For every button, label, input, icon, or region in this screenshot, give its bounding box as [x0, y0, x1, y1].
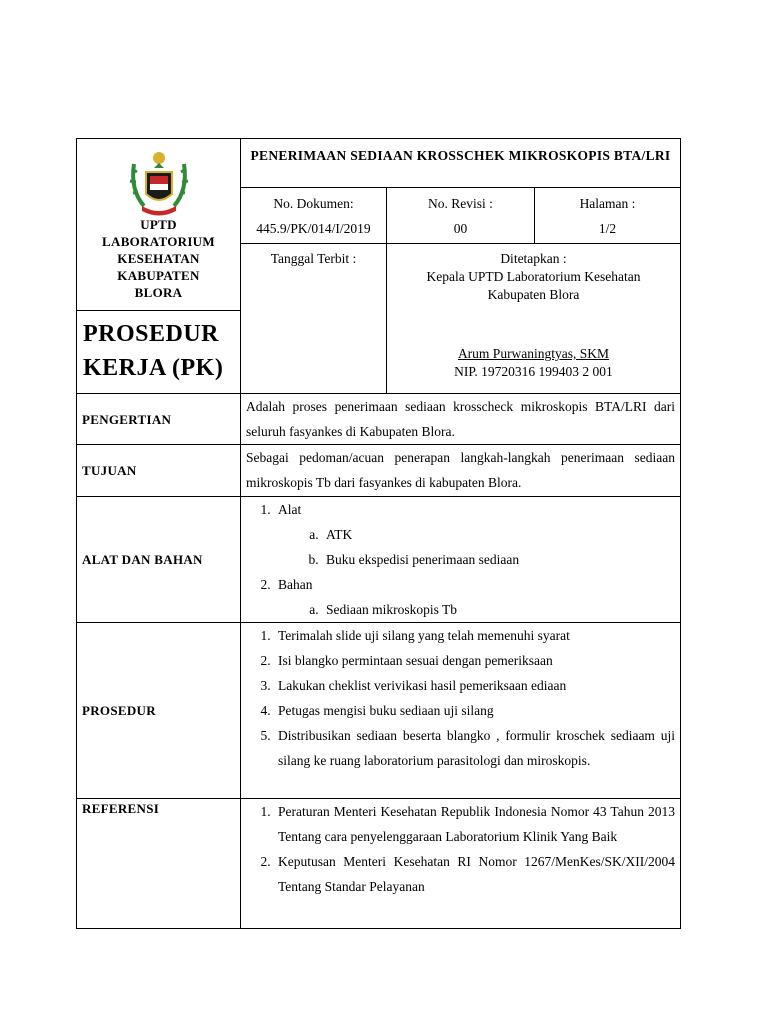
prosedur-content	[241, 623, 681, 799]
referensi-content	[241, 799, 681, 929]
halaman-label: Halaman :	[579, 196, 636, 211]
pengertian-text: Adalah proses penerimaan sediaan krosscheck mikroskopis BTA/LRI dari seluruh fasyankes di Kabupaten Blora.	[241, 394, 681, 445]
logo-org-cell	[77, 139, 241, 311]
blora-regency-emblem-icon	[124, 146, 194, 220]
halaman-value: 1/2	[598, 221, 617, 236]
document-type: PROSEDUR KERJA (PK)	[77, 311, 241, 394]
list-item: 3. Lakukan cheklist verivikasi hasil pemeriksaan ediaan	[274, 673, 675, 698]
bahan-heading: Bahan	[278, 577, 313, 592]
list-item: 4. Petugas mengisi buku sediaan uji silang	[274, 698, 675, 723]
list-item: 2. Keputusan Menteri Kesehatan RI Nomor 1267/MenKes/SK/XII/2004 Tentang Standar Pelayanan	[274, 849, 675, 899]
referensi-label: REFERENSI	[77, 799, 241, 929]
list-item: a. Sediaan mikroskopis Tb	[322, 597, 675, 622]
ditetapkan-line-2: Kabupaten Blora	[487, 287, 580, 302]
pengertian-label: PENGERTIAN	[77, 394, 241, 445]
no-dokumen-label: No. Dokumen:	[273, 196, 354, 211]
sop-table	[76, 138, 681, 929]
alat-bahan-list	[246, 497, 675, 622]
tujuan-text: Sebagai pedoman/acuan penerapan langkah-langkah penerimaan sediaan mikroskopis Tb dari fasyankes di kabupaten Blora.	[241, 445, 681, 497]
org-partial-line: UPTD	[140, 217, 177, 232]
tanggal-terbit-cell	[241, 244, 387, 394]
no-revisi-cell	[387, 188, 535, 244]
referensi-list	[246, 799, 675, 899]
alat-bahan-label: ALAT DAN BAHAN	[77, 497, 241, 623]
bahan-sublist	[278, 597, 675, 622]
tanggal-terbit-label: Tanggal Terbit :	[270, 251, 357, 266]
ditetapkan-label: Ditetapkan :	[500, 251, 567, 266]
signer-name: Arum Purwaningtyas, SKM	[457, 346, 610, 361]
no-revisi-value: 00	[453, 221, 468, 236]
org-line-2: KESEHATAN	[117, 251, 200, 266]
alat-sublist	[278, 522, 675, 572]
list-item: b. Buku ekspedisi penerimaan sediaan	[322, 547, 675, 572]
signer-nip: NIP. 19720316 199403 2 001	[454, 364, 613, 379]
ditetapkan-cell	[387, 244, 681, 394]
sop-document	[76, 138, 680, 918]
list-item: 1. Terimalah slide uji silang yang telah memenuhi syarat	[274, 623, 675, 648]
no-revisi-label: No. Revisi :	[428, 196, 493, 211]
list-item: a. ATK	[322, 522, 675, 547]
halaman-cell	[535, 188, 681, 244]
list-item	[274, 572, 675, 622]
list-item	[274, 497, 675, 572]
ditetapkan-line-1: Kepala UPTD Laboratorium Kesehatan	[426, 269, 641, 284]
document-title: PENERIMAAN SEDIAAN KROSSCHEK MIKROSKOPIS BTA/LRI	[241, 139, 681, 188]
no-dokumen-cell	[241, 188, 387, 244]
list-item: 5. Distribusikan sediaan beserta blangko , formulir kroschek sediaam uji silang ke ruang laboratorium parasitologi dan miroskopis.	[274, 723, 675, 773]
alat-heading: Alat	[278, 502, 302, 517]
org-line-4: BLORA	[134, 285, 183, 300]
no-dokumen-value: 445.9/PK/014/I/2019	[256, 221, 371, 236]
alat-bahan-content	[241, 497, 681, 623]
org-line-3: KABUPATEN	[117, 268, 200, 283]
list-item: 2. Isi blangko permintaan sesuai dengan pemeriksaan	[274, 648, 675, 673]
org-line-1: LABORATORIUM	[102, 234, 215, 249]
list-item: 1. Peraturan Menteri Kesehatan Republik Indonesia Nomor 43 Tahun 2013 Tentang cara penyelenggaraan Laboratorium Klinik Yang Baik	[274, 799, 675, 849]
tujuan-label: TUJUAN	[77, 445, 241, 497]
prosedur-label: PROSEDUR	[77, 623, 241, 799]
prosedur-list	[246, 623, 675, 773]
